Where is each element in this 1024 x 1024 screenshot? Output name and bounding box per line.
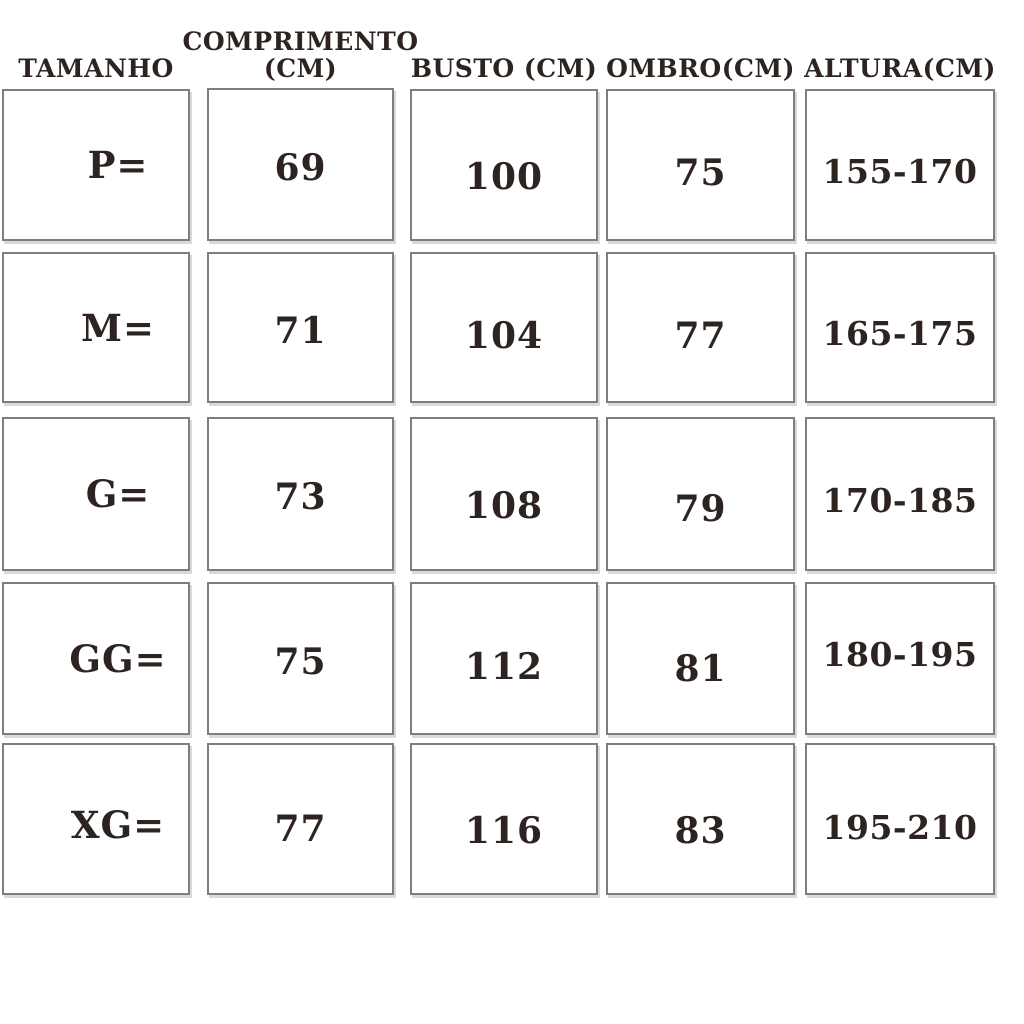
size-value: P=	[87, 143, 149, 187]
comprimento-value: 75	[274, 640, 327, 683]
cell-gg-comprimento	[207, 582, 394, 735]
busto-value: 108	[464, 485, 544, 527]
cell-p-tamanho	[2, 89, 190, 241]
column-header-label: BUSTO (CM)	[410, 54, 598, 83]
cell-xg-busto	[410, 743, 598, 895]
ombro-value: 79	[674, 488, 727, 530]
cell-gg-tamanho	[2, 582, 190, 735]
comprimento-value: 73	[274, 476, 327, 518]
column-header-label: TAMANHO	[18, 54, 174, 83]
cell-p-busto	[410, 89, 598, 241]
cell-m-tamanho	[2, 252, 190, 403]
cell-g-tamanho	[2, 417, 190, 571]
cell-xg-tamanho	[2, 743, 190, 895]
cell-g-ombro	[606, 417, 795, 571]
size-value: GG=	[69, 636, 167, 681]
column-header-label-line2: (CM)	[263, 54, 338, 83]
cell-g-altura	[805, 417, 995, 571]
cell-xg-comprimento	[207, 743, 394, 895]
ombro-value: 77	[674, 314, 727, 357]
cell-gg-altura	[805, 582, 995, 735]
cell-xg-altura	[805, 743, 995, 895]
ombro-value: 75	[674, 152, 727, 194]
cell-xg-ombro	[606, 743, 795, 895]
altura-value: 165-175	[822, 314, 978, 353]
cell-m-comprimento	[207, 252, 394, 403]
column-header-ombro	[606, 24, 795, 82]
column-header-busto	[410, 24, 598, 82]
cell-m-busto	[410, 252, 598, 403]
cell-g-busto	[410, 417, 598, 571]
column-header-label: OMBRO(CM)	[606, 54, 795, 83]
altura-value: 180-195	[822, 635, 978, 674]
column-header-altura	[805, 24, 995, 82]
size-value: XG=	[70, 803, 166, 847]
altura-value: 155-170	[822, 151, 978, 191]
column-header-label: ALTURA(CM)	[804, 54, 996, 83]
cell-gg-busto	[410, 582, 598, 735]
cell-g-comprimento	[207, 417, 394, 571]
altura-value: 195-210	[822, 807, 978, 847]
altura-value: 170-185	[822, 480, 978, 520]
comprimento-value: 77	[274, 808, 327, 850]
busto-value: 104	[464, 314, 544, 357]
cell-p-ombro	[606, 89, 795, 241]
ombro-value: 81	[674, 647, 727, 690]
comprimento-value: 71	[274, 309, 327, 352]
comprimento-value: 69	[274, 146, 327, 189]
cell-gg-ombro	[606, 582, 795, 735]
busto-value: 112	[464, 645, 544, 688]
cell-m-ombro	[606, 252, 795, 403]
size-value: M=	[81, 305, 155, 350]
busto-value: 100	[464, 156, 544, 198]
cell-m-altura	[805, 252, 995, 403]
cell-p-altura	[805, 89, 995, 241]
ombro-value: 83	[674, 810, 727, 852]
cell-p-comprimento	[207, 88, 394, 241]
column-header-tamanho	[2, 24, 190, 82]
busto-value: 116	[464, 810, 544, 852]
column-header-comprimento	[182, 24, 419, 83]
column-header-label: COMPRIMENTO	[182, 27, 419, 56]
size-value: G=	[85, 472, 151, 516]
